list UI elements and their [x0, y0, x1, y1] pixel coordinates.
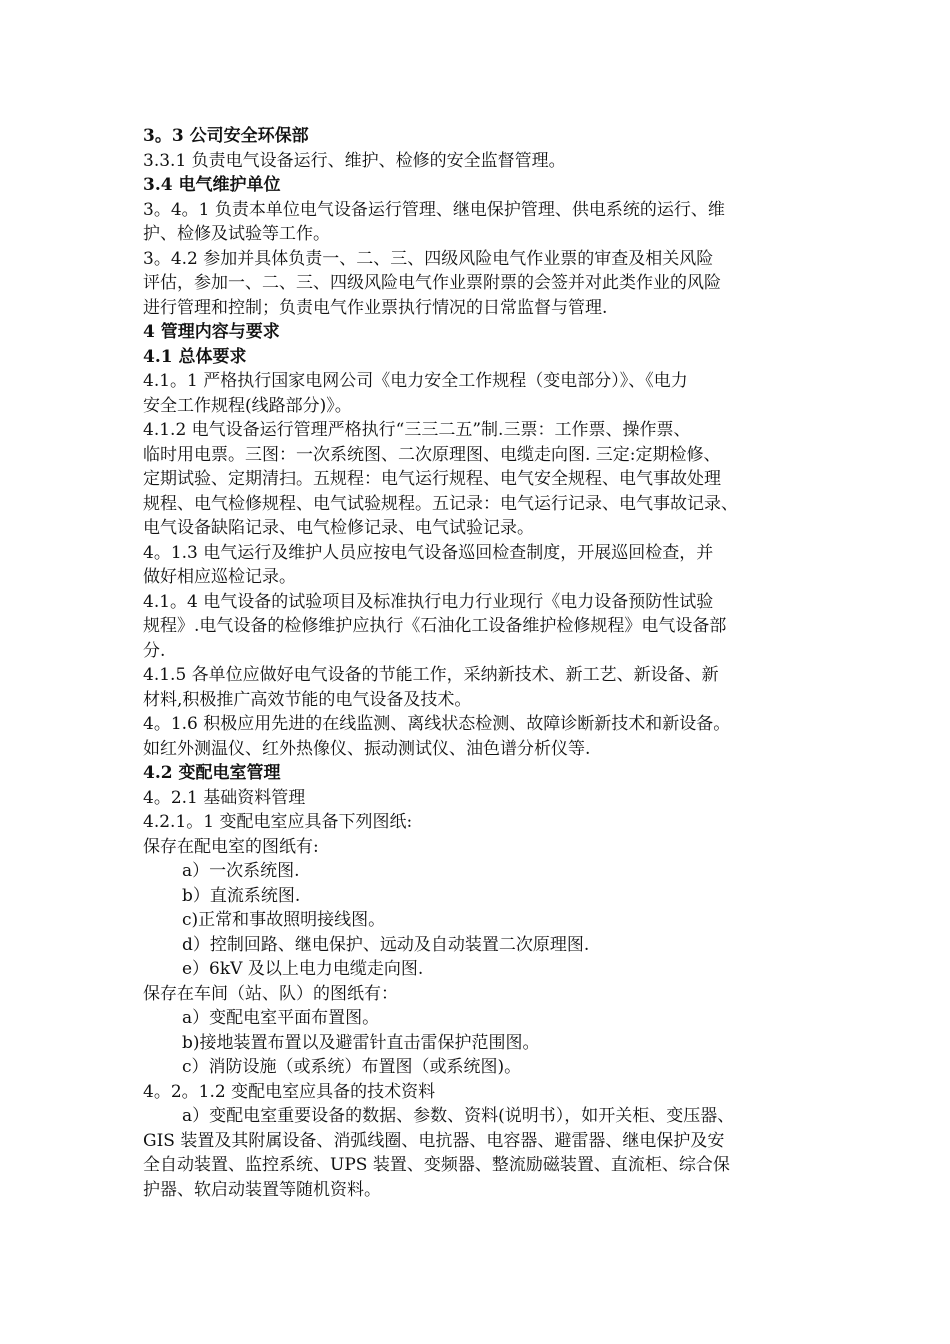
text-line: 4.1。1 严格执行国家电网公司《电力安全工作规程（变电部分）》、《电力 — [143, 371, 688, 391]
text-line: 4.1.2 电气设备运行管理严格执行“三三二五”制.三票：工作票、操作票、 — [143, 420, 691, 440]
section-heading: 4.2 变配电室管理 — [143, 763, 281, 783]
section-heading: 3。3 公司安全环保部 — [143, 126, 309, 146]
text-line: 4.2.1。1 变配电室应具备下列图纸: — [143, 812, 413, 832]
text-line: 如红外测温仪、红外热像仪、振动测试仪、油色谱分析仪等. — [143, 738, 591, 759]
section-heading: 3.4 电气维护单位 — [143, 175, 281, 195]
text-line: b）直流系统图. — [182, 885, 301, 906]
text-line: 保存在车间（站、队）的图纸有： — [143, 983, 398, 1004]
text-line: a）一次系统图. — [182, 861, 300, 881]
text-line: 全自动装置、监控系统、UPS 装置、变频器、整流励磁装置、直流柜、综合保 — [143, 1155, 730, 1175]
section-heading: 4 管理内容与要求 — [143, 322, 280, 342]
text-line: 规程、电气检修规程、电气试验规程。五记录：电气运行记录、电气事故记录、 — [143, 493, 738, 514]
text-line: 3。4。1 负责本单位电气设备运行管理、继电保护管理、供电系统的运行、维 — [143, 199, 725, 220]
text-line: 3。4.2 参加并具体负责一、二、三、四级风险电气作业票的审查及相关风险 — [143, 248, 714, 269]
text-line: 分. — [143, 640, 166, 661]
text-line: 4.1.5 各单位应做好电气设备的节能工作，采纳新技术、新工艺、新设备、新 — [143, 665, 719, 685]
section-heading: 4.1 总体要求 — [143, 346, 247, 367]
text-line: a）变配电室平面布置图。 — [182, 1008, 380, 1028]
text-line: 规程》.电气设备的检修维护应执行《石油化工设备维护检修规程》电气设备部 — [143, 616, 727, 636]
text-line: 电气设备缺陷记录、电气检修记录、电气试验记录。 — [143, 518, 534, 538]
text-line: 材料,积极推广高效节能的电气设备及技术。 — [143, 689, 472, 710]
text-line: 保存在配电室的图纸有: — [143, 836, 319, 857]
document-body — [143, 124, 827, 1202]
text-line: 安全工作规程(线路部分)》。 — [143, 395, 352, 416]
text-line: GIS 装置及其附属设备、消弧线圈、电抗器、电容器、避雷器、继电保护及安 — [143, 1130, 725, 1151]
text-line: 定期试验、定期清扫。五规程：电气运行规程、电气安全规程、电气事故处理 — [143, 469, 721, 489]
text-line: e）6kV 及以上电力电缆走向图. — [182, 959, 424, 979]
text-line: 护、检修及试验等工作。 — [143, 224, 330, 244]
text-line: 进行管理和控制；负责电气作业票执行情况的日常监督与管理. — [143, 297, 608, 318]
text-line: 4。1.6 积极应用先进的在线监测、离线状态检测、故障诊断新技术和新设备。 — [143, 714, 731, 734]
text-line: c)正常和事故照明接线图。 — [182, 910, 386, 930]
text-line: b)接地装置布置以及避雷针直击雷保护范围图。 — [182, 1032, 540, 1053]
text-line: 4。2。1.2 变配电室应具备的技术资料 — [143, 1081, 436, 1102]
text-line: 做好相应巡检记录。 — [143, 567, 296, 587]
text-line: 4。1.3 电气运行及维护人员应按电气设备巡回检查制度，开展巡回检查，并 — [143, 542, 714, 563]
text-line: c）消防设施（或系统）布置图（或系统图)。 — [182, 1057, 522, 1077]
text-line: a）变配电室重要设备的数据、参数、资料(说明书），如开关柜、变压器、 — [182, 1106, 735, 1126]
text-line: 护器、软启动装置等随机资料。 — [143, 1179, 381, 1200]
text-line: 4.1。4 电气设备的试验项目及标准执行电力行业现行《电力设备预防性试验 — [143, 591, 714, 612]
text-line: d）控制回路、继电保护、远动及自动装置二次原理图. — [182, 934, 590, 955]
text-line: 评估，参加一、二、三、四级风险电气作业票附票的会签并对此类作业的风险 — [143, 273, 721, 293]
text-line: 3.3.1 负责电气设备运行、维护、检修的安全监督管理。 — [143, 150, 566, 171]
text-line: 临时用电票。三图：一次系统图、二次原理图、电缆走向图. 三定:定期检修、 — [143, 444, 721, 465]
text-line: 4。2.1 基础资料管理 — [143, 787, 306, 808]
